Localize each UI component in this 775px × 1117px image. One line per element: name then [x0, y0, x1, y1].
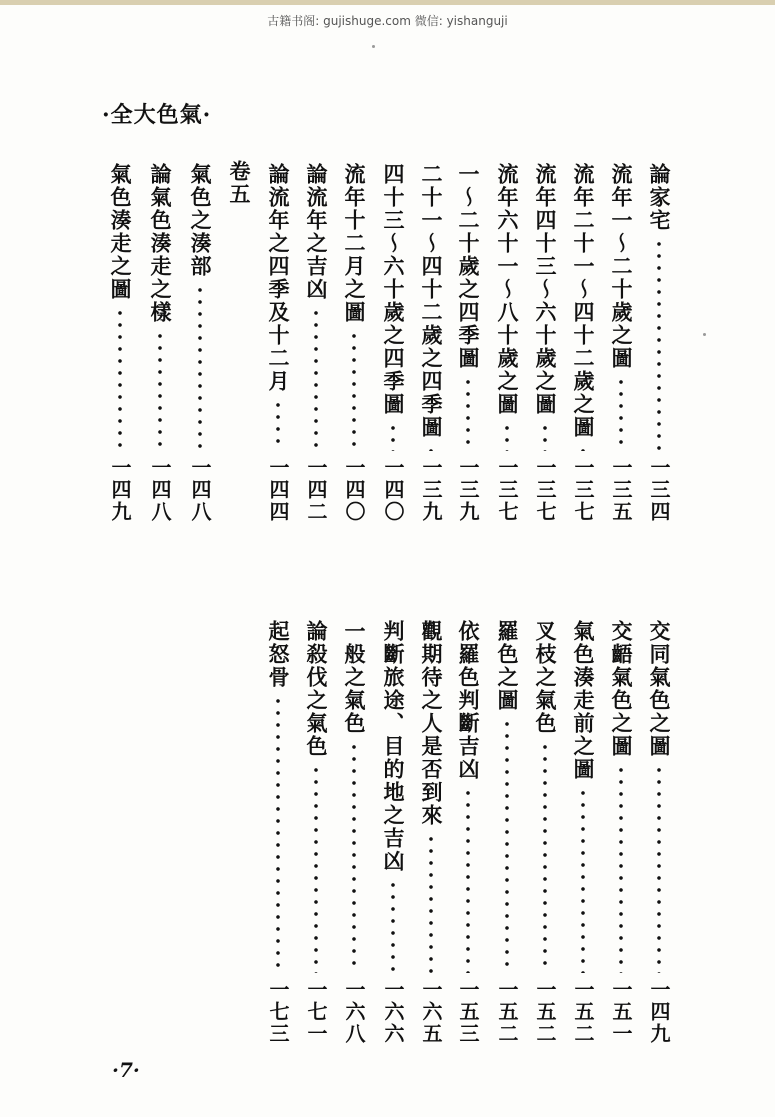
top-border — [0, 0, 775, 5]
toc-entry — [301, 620, 331, 1045]
dot-leader — [618, 764, 624, 973]
toc-entry — [492, 620, 522, 1045]
toc-entry-title: 觀期待之人是否到來 — [419, 620, 444, 827]
toc-entry — [416, 620, 446, 1045]
dot-leader — [542, 422, 548, 451]
dot-leader — [157, 330, 163, 451]
toc-entry-page: 一四〇 — [342, 457, 366, 523]
dot-leader — [542, 741, 548, 973]
toc-entry-title: 依羅色判斷吉凶 — [456, 620, 481, 781]
toc-entry-title: 論氣色湊走之樣 — [148, 163, 173, 324]
dot-leader — [428, 833, 434, 973]
toc-entry-title: 論流年之吉凶 — [304, 163, 329, 301]
toc-entry-title: 氣色之湊部 — [188, 163, 213, 278]
toc-entry — [263, 620, 293, 1045]
toc-entry-title: 論殺伐之氣色 — [304, 620, 329, 758]
dot-leader — [504, 422, 510, 451]
toc-entry-page: 一三七 — [571, 457, 595, 523]
toc-entry — [606, 163, 636, 523]
toc-entry — [606, 620, 636, 1045]
toc-entry-page: 一三四 — [647, 457, 671, 523]
toc-entry — [301, 163, 331, 523]
page-header: ·全大色氣· — [102, 102, 212, 128]
toc-entry-page: 一四八 — [148, 457, 172, 523]
toc-entry-title: 起怒骨 — [266, 620, 291, 689]
toc-entry — [339, 163, 369, 523]
toc-entry — [453, 620, 483, 1045]
dot-leader — [390, 879, 396, 973]
toc-entry-title: 氣色湊走前之圖 — [571, 620, 596, 781]
toc-entry — [185, 163, 215, 523]
toc-entry-title: 交齬氣色之圖 — [609, 620, 634, 758]
toc-entry-page: 一三九 — [419, 457, 443, 523]
toc-entry-page: 一五二 — [533, 979, 557, 1045]
toc-entry — [530, 620, 560, 1045]
toc-entry-page: 一五二 — [495, 979, 519, 1045]
toc-entry-title: 論家宅 — [647, 163, 672, 232]
dot-leader — [504, 718, 510, 973]
dot-leader — [351, 741, 357, 973]
dot-leader — [580, 787, 586, 973]
toc-entry-title: 二十一〜四十二歲之四季圖 — [419, 163, 444, 439]
watermark: 古籍书阁: gujishuge.com 微信: yishanguji — [267, 14, 508, 28]
toc-entry — [339, 620, 369, 1045]
page-number: ·7· — [112, 1058, 140, 1082]
dot-leader — [465, 376, 471, 451]
dot-leader — [313, 764, 319, 973]
toc-entry-page: 一六八 — [342, 979, 366, 1045]
toc-entry — [378, 163, 408, 523]
toc-entry-page: 一五三 — [456, 979, 480, 1045]
toc-entry-title: 流年十二月之圖 — [342, 163, 367, 324]
dot-leader — [351, 330, 357, 451]
toc-entry-page: 一三五 — [609, 457, 633, 523]
dot-leader — [313, 307, 319, 451]
toc-entry-page: 一三九 — [456, 457, 480, 523]
dot-leader — [618, 376, 624, 451]
toc-entry-title: 氣色湊走之圖 — [108, 163, 133, 301]
toc-entry-page: 一七一 — [304, 979, 328, 1045]
toc-entry-page: 一四九 — [647, 979, 671, 1045]
dot-leader — [465, 787, 471, 973]
toc-entry-title: 一般之氣色 — [342, 620, 367, 735]
dot-leader — [580, 445, 586, 451]
toc-entry — [568, 163, 598, 523]
paper-speck — [372, 45, 375, 48]
toc-entry-page: 一五二 — [571, 979, 595, 1045]
toc-entry-title: 流年六十一〜八十歲之圖 — [495, 163, 520, 416]
toc-entry — [378, 620, 408, 1045]
toc-entry-page: 一五一 — [609, 979, 633, 1045]
dot-leader — [656, 764, 662, 973]
toc-entry — [416, 163, 446, 523]
toc-entry-page: 一四〇 — [381, 457, 405, 523]
toc-entry-title: 論流年之四季及十二月 — [266, 163, 291, 393]
toc-entry-title: 判斷旅途、目的地之吉凶 — [381, 620, 406, 873]
toc-entry-title: 流年四十三〜六十歲之圖 — [533, 163, 558, 416]
toc-entry — [453, 163, 483, 523]
toc-entry-title: 交同氣色之圖 — [647, 620, 672, 758]
toc-entry — [105, 163, 135, 523]
toc-entry-title: 叉枝之氣色 — [533, 620, 558, 735]
toc-entry — [492, 163, 522, 523]
volume-label: 卷五 — [227, 160, 252, 206]
dot-leader — [656, 238, 662, 451]
toc-entry-title: 流年一〜二十歲之圖 — [609, 163, 634, 370]
toc-entry — [530, 163, 560, 523]
toc-entry-page: 一四八 — [188, 457, 212, 523]
toc-entry-page: 一六五 — [419, 979, 443, 1045]
dot-leader — [275, 399, 281, 451]
dot-leader — [275, 695, 281, 973]
toc-entry-page: 一三七 — [495, 457, 519, 523]
toc-entry — [263, 163, 293, 523]
toc-entry-page: 一七三 — [266, 979, 290, 1045]
toc-entry-title: 四十三〜六十歲之四季圖 — [381, 163, 406, 416]
toc-entry-page: 一三七 — [533, 457, 557, 523]
paper-speck — [703, 333, 706, 336]
toc-entry — [644, 163, 674, 523]
toc-entry — [644, 620, 674, 1045]
toc-entry-page: 一六六 — [381, 979, 405, 1045]
dot-leader — [197, 284, 203, 451]
toc-entry-page: 一四四 — [266, 457, 290, 523]
toc-entry — [568, 620, 598, 1045]
toc-entry-title: 流年二十一〜四十二歲之圖 — [571, 163, 596, 439]
toc-entry-title: 一〜二十歲之四季圖 — [456, 163, 481, 370]
toc-entry — [145, 163, 175, 523]
dot-leader — [428, 445, 434, 451]
dot-leader — [117, 307, 123, 451]
toc-entry-title: 羅色之圖 — [495, 620, 520, 712]
dot-leader — [390, 422, 396, 451]
toc-entry-page: 一四九 — [108, 457, 132, 523]
toc-entry-page: 一四二 — [304, 457, 328, 523]
